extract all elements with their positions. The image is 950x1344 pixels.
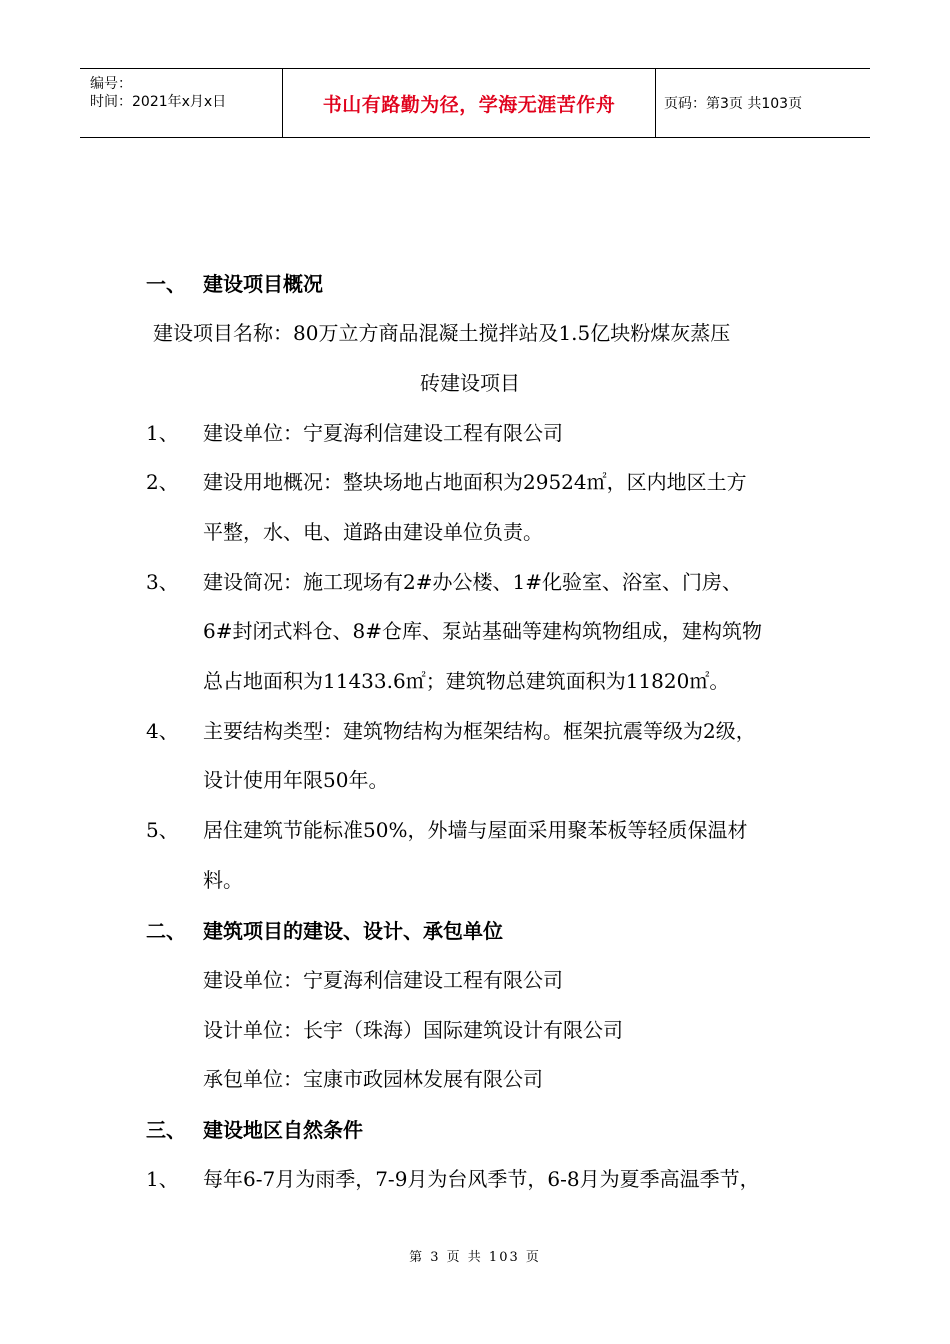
section-number: 三、 xyxy=(146,1118,186,1142)
item-text: 料。 xyxy=(203,868,243,892)
item-number: 3、 xyxy=(146,570,179,594)
item-number: 5、 xyxy=(146,818,179,842)
section-title: 建设地区自然条件 xyxy=(203,1118,363,1142)
item-number: 1、 xyxy=(146,421,179,445)
section-number: 一、 xyxy=(146,272,186,296)
construction-unit: 建设单位：宁夏海利信建设工程有限公司 xyxy=(203,968,563,992)
contractor-unit: 承包单位：宝康市政园林发展有限公司 xyxy=(203,1067,543,1091)
item-text: 6#封闭式料仓、8#仓库、泵站基础等建构筑物组成，建构筑物 xyxy=(203,619,762,643)
item-text: 平整，水、电、道路由建设单位负责。 xyxy=(203,520,543,544)
item-text: 居住建筑节能标准50%，外墙与屋面采用聚苯板等轻质保温材 xyxy=(203,818,748,842)
section-title: 建设项目概况 xyxy=(203,272,323,296)
page-code: 页码：第3页 共103页 xyxy=(664,96,803,112)
item-text: 主要结构类型：建筑物结构为框架结构。框架抗震等级为2级， xyxy=(203,719,756,743)
item-text: 建设单位：宁夏海利信建设工程有限公司 xyxy=(203,421,563,445)
time-label: 时间：2021年x月x日 xyxy=(90,94,227,110)
design-unit: 设计单位：长宇（珠海）国际建筑设计有限公司 xyxy=(203,1018,623,1042)
item-text: 总占地面积为11433.6㎡；建筑物总建筑面积为11820㎡。 xyxy=(203,669,730,693)
item-number: 4、 xyxy=(146,719,179,743)
item-number: 1、 xyxy=(146,1167,179,1191)
item-text: 设计使用年限50年。 xyxy=(203,768,389,792)
item-text: 建设用地概况：整块场地占地面积为29524㎡，区内地区土方 xyxy=(203,470,747,494)
page-header xyxy=(80,68,870,138)
item-number: 2、 xyxy=(146,470,179,494)
motto: 书山有路勤为径，学海无涯苦作舟 xyxy=(322,93,616,116)
header-motto-cell xyxy=(283,69,656,137)
page-footer: 第 3 页 共 103 页 xyxy=(409,1250,541,1265)
project-name-line2: 砖建设项目 xyxy=(420,371,520,395)
item-text: 每年6-7月为雨季，7-9月为台风季节，6-8月为夏季高温季节， xyxy=(203,1167,760,1191)
header-page-cell xyxy=(656,69,870,137)
header-meta-cell xyxy=(80,69,283,137)
item-text: 建设简况：施工现场有2#办公楼、1#化验室、浴室、门房、 xyxy=(203,570,742,594)
project-name-line1: 建设项目名称：80万立方商品混凝土搅拌站及1.5亿块粉煤灰蒸压 xyxy=(153,321,731,345)
serial-label: 编号： xyxy=(90,76,132,92)
section-number: 二、 xyxy=(146,919,186,943)
section-title: 建筑项目的建设、设计、承包单位 xyxy=(203,919,503,943)
